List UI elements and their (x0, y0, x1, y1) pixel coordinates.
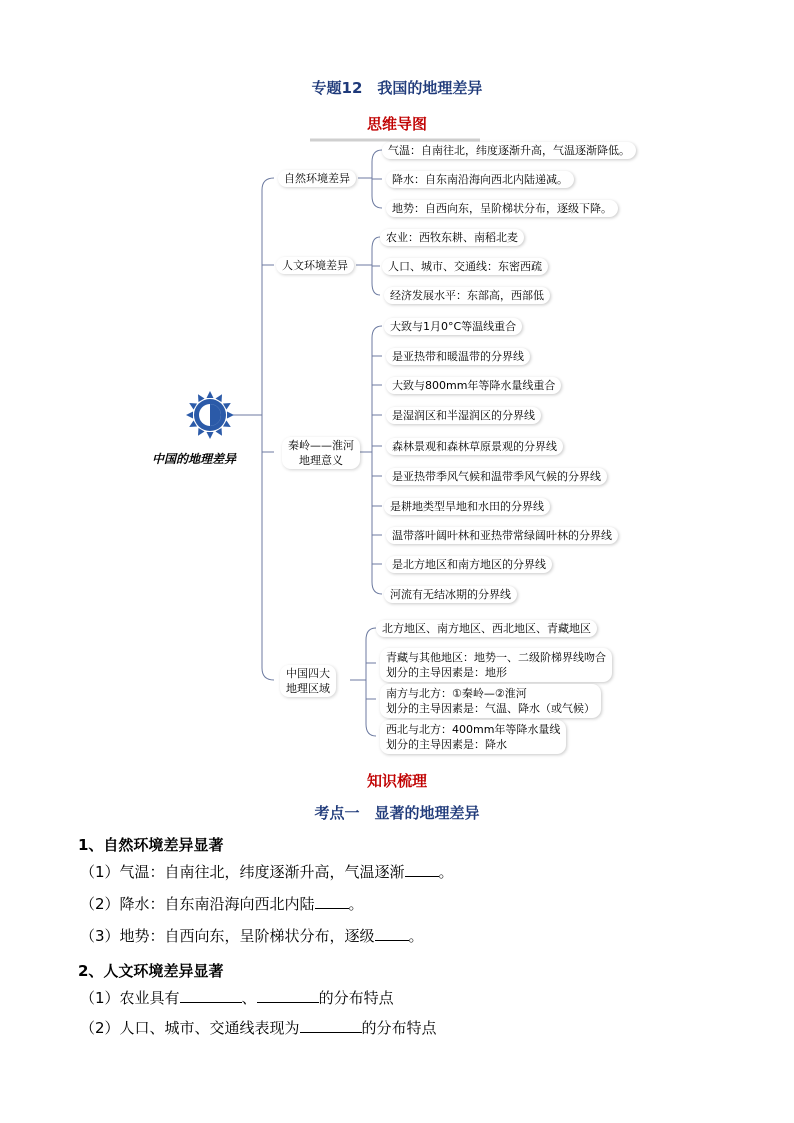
branch-item (380, 684, 601, 718)
branch-label-line: 地理意义 (299, 454, 343, 467)
line-text: （2）降水：自东南沿海向西北内陆 (80, 895, 315, 913)
key-point-heading: 考点一 显著的地理差异 (314, 804, 480, 822)
branch-item: 人口、城市、交通线：东密西疏 (382, 258, 548, 275)
branch-qinling-huaihe (282, 437, 360, 469)
branch-item-line: 西北与北方：400mm年等降水量线 (386, 723, 561, 736)
line-text: 。 (408, 927, 424, 945)
branch-item: 是亚热带季风气候和温带季风气候的分界线 (386, 468, 607, 485)
line-text: （1）气温：自南往北，纬度逐渐升高，气温逐渐 (80, 863, 405, 881)
branch-item: 是耕地类型旱地和水田的分界线 (384, 498, 550, 515)
branch-item: 大致与1月0°C等温线重合 (384, 318, 522, 335)
line-text: 的分布特点 (318, 989, 394, 1007)
section-heading: 1、自然环境差异显著 (78, 836, 224, 854)
fill-in-line (80, 925, 424, 946)
branch-label-line: 中国四大 (286, 667, 330, 680)
branch-item (380, 720, 566, 754)
fill-in-line (80, 987, 394, 1008)
branch-item: 北方地区、南方地区、西北地区、青藏地区 (376, 620, 597, 637)
branch-natural-differences: 自然环境差异 (278, 170, 356, 187)
line-text: 。 (438, 863, 454, 881)
fill-in-line (80, 1017, 437, 1038)
sun-icon (186, 391, 234, 439)
branch-item: 地势：自西向东，呈阶梯状分布，逐级下降。 (386, 200, 618, 217)
branch-item: 是湿润区和半湿润区的分界线 (386, 407, 541, 424)
fill-in-line (80, 861, 454, 882)
branch-item (380, 648, 612, 682)
branch-four-regions (280, 665, 336, 697)
document-title: 专题12 我国的地理差异 (311, 79, 483, 97)
answer-blank[interactable] (300, 1018, 362, 1033)
branch-item: 是亚热带和暖温带的分界线 (386, 348, 530, 365)
line-text: （1）农业具有 (80, 989, 180, 1007)
answer-blank[interactable] (257, 988, 319, 1003)
answer-blank[interactable] (405, 862, 439, 877)
knowledge-heading: 知识梳理 (366, 772, 427, 790)
branch-item: 农业：西牧东耕、南稻北麦 (380, 229, 524, 246)
branch-item: 降水：自东南沿海向西北内陆递减。 (386, 171, 574, 188)
branch-label-line: 秦岭——淮河 (288, 439, 354, 452)
branch-item: 经济发展水平：东部高，西部低 (384, 287, 550, 304)
line-text: （2）人口、城市、交通线表现为 (80, 1019, 300, 1037)
branch-item-line: 划分的主导因素是：降水 (386, 738, 507, 751)
branch-item-line: 划分的主导因素是：气温、降水（或气候） (386, 702, 595, 715)
answer-blank[interactable] (375, 926, 409, 941)
section-heading: 2、人文环境差异显著 (78, 962, 224, 980)
line-text: 、 (241, 989, 257, 1007)
branch-human-differences: 人文环境差异 (276, 257, 354, 274)
line-text: 的分布特点 (361, 1019, 437, 1037)
branch-item-line: 划分的主导因素是：地形 (386, 666, 507, 679)
branch-item: 森林景观和森林草原景观的分界线 (386, 438, 563, 455)
line-text: （3）地势：自西向东，呈阶梯状分布，逐级 (80, 927, 375, 945)
answer-blank[interactable] (180, 988, 242, 1003)
line-text: 。 (348, 895, 364, 913)
branch-item: 大致与800mm年等降水量线重合 (386, 377, 561, 394)
branch-item: 是北方地区和南方地区的分界线 (386, 556, 552, 573)
branch-item: 温带落叶阔叶林和亚热带常绿阔叶林的分界线 (386, 527, 618, 544)
answer-blank[interactable] (315, 894, 349, 909)
branch-item: 气温：自南往北，纬度逐渐升高，气温逐渐降低。 (382, 142, 636, 159)
branch-item-line: 青藏与其他地区：地势一、二级阶梯界线吻合 (386, 651, 606, 664)
branch-label-line: 地理区域 (286, 682, 330, 695)
branch-item-line: 南方与北方：①秦岭—②淮河 (386, 687, 527, 700)
fill-in-line (80, 893, 364, 914)
branch-item: 河流有无结冰期的分界线 (384, 586, 517, 603)
mindmap-center-label: 中国的地理差异 (152, 452, 237, 466)
mindmap-heading: 思维导图 (366, 115, 427, 133)
